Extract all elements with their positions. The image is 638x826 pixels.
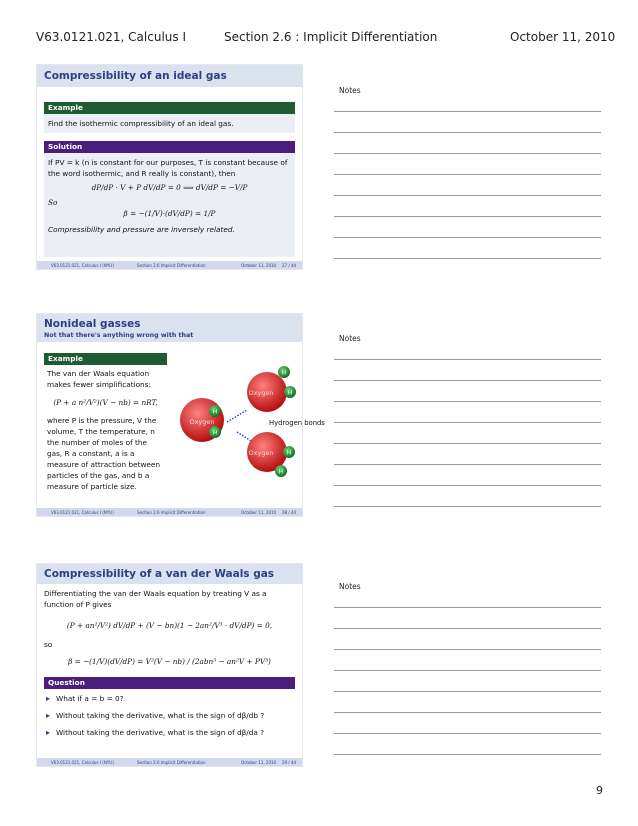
- hydrogen-bonds-label: Hydrogen bonds: [269, 419, 325, 427]
- notes-line: [334, 153, 601, 154]
- notes-line: [334, 401, 601, 402]
- question-header: Question: [44, 677, 295, 689]
- oxygen-label-bottom: Oxygen: [248, 449, 274, 457]
- svg-text:H: H: [286, 449, 292, 457]
- notes-line: [334, 380, 601, 381]
- vdw-diff-equation: (P + an²/V²) dV/dP + (V − bn)(1 − 2an²/V³ · dV/dP) = 0,: [66, 621, 273, 630]
- notes-line: [334, 464, 601, 465]
- question-list: [44, 693, 295, 738]
- page-number: 9: [596, 784, 603, 797]
- header-section: Section 2.6 : Implicit Differentiation: [224, 30, 438, 44]
- notes-line: [334, 111, 601, 112]
- footer-author: V63.0121.021, Calculus I (NYU): [51, 759, 114, 765]
- notes-line: [334, 649, 601, 650]
- water-molecules-figure: [177, 364, 325, 489]
- footer-section: Section 2.6 Implicit Differentiation: [137, 262, 206, 268]
- hydrogen-atom: [209, 405, 221, 417]
- slide-1-footer: [37, 261, 302, 269]
- notes-line: [334, 691, 601, 692]
- solution-equation-1: dP/dP · V + P dV/dP = 0 ⟹ dV/dP = −V/P: [91, 183, 248, 192]
- vdw-so: so: [44, 640, 53, 649]
- slide-3: [36, 563, 303, 767]
- notes-line: [334, 359, 601, 360]
- vdw-description: where P is the pressure, V the volume, T the temperature, n the number of moles of the gas, R a constant, a is a measure of attraction between particles of the gas, and b a measure of particle size.: [47, 416, 161, 491]
- notes-line: [334, 733, 601, 734]
- question-item: ▸ Without taking the derivative, what is the sign of dβ/db ?: [44, 710, 295, 721]
- notes-line: [334, 443, 601, 444]
- svg-text:H: H: [278, 468, 284, 476]
- footer-author: V63.0121.021, Calculus I (NYU): [51, 262, 114, 268]
- footer-page: 29 / 44: [282, 759, 297, 765]
- notes-line: [334, 607, 601, 608]
- hydrogen-atom: [209, 426, 221, 438]
- notes-label-2: Notes: [339, 334, 361, 343]
- oxygen-atom-top: [247, 369, 287, 412]
- question-item: ▸ What if a = b = 0?: [44, 693, 295, 704]
- slide-3-body: [44, 588, 295, 744]
- notes-line: [334, 258, 601, 259]
- slide-2-footer: [37, 508, 302, 516]
- question-item: ▸ Without taking the derivative, what is the sign of dβ/da ?: [44, 727, 295, 738]
- oxygen-label-top: Oxygen: [248, 389, 274, 397]
- svg-text:H: H: [212, 408, 218, 416]
- example-body-2: [44, 365, 167, 495]
- hydrogen-atom: [284, 386, 296, 398]
- example-body: [44, 114, 295, 133]
- footer-page: 27 / 44: [282, 262, 297, 268]
- slide-1-title-bar: [37, 65, 302, 87]
- vdw-equation: (P + a n²/V²)(V − nb) = nRT,: [53, 398, 158, 407]
- slide-2-subtitle: Not that there's anything wrong with that: [44, 332, 194, 339]
- slide-1-body: [44, 102, 295, 257]
- footer-date: October 11, 2010: [241, 759, 277, 765]
- notes-line: [334, 195, 601, 196]
- slide-1: [36, 64, 303, 270]
- hydrogen-bond-1: [227, 410, 247, 422]
- notes-line: [334, 712, 601, 713]
- header-date: October 11, 2010: [510, 30, 616, 44]
- solution-text: If PV = k (n is constant for our purposes, T is constant because of the word isothermic, and R really is constant), then: [48, 158, 288, 178]
- notes-line: [334, 216, 601, 217]
- oxygen-label-left: Oxygen: [189, 418, 215, 426]
- notes-line: [334, 237, 601, 238]
- svg-text:H: H: [287, 389, 293, 397]
- notes-line: [334, 132, 601, 133]
- hydrogen-atom: [275, 465, 287, 477]
- notes-line: [334, 670, 601, 671]
- slide-1-title: Compressibility of an ideal gas: [44, 70, 227, 82]
- notes-line: [334, 485, 601, 486]
- notes-label-3: Notes: [339, 582, 361, 591]
- slide-2-title-bar: [37, 314, 302, 342]
- notes-line: [334, 174, 601, 175]
- footer-author: V63.0121.021, Calculus I (NYU): [51, 509, 114, 515]
- example-header: Example: [44, 102, 295, 114]
- header-course: V63.0121.021, Calculus I: [36, 30, 186, 44]
- svg-text:H: H: [281, 369, 287, 377]
- svg-text:H: H: [212, 429, 218, 437]
- hydrogen-atom: [283, 446, 295, 458]
- footer-section: Section 2.6 Implicit Differentiation: [137, 759, 206, 765]
- slide-3-footer: [37, 758, 302, 766]
- solution-so: So: [48, 198, 58, 207]
- footer-date: October 11, 2010: [241, 262, 277, 268]
- solution-conclusion: Compressibility and pressure are inversely related.: [48, 225, 235, 234]
- notes-line: [334, 506, 601, 507]
- notes-line: [334, 628, 601, 629]
- solution-equation-2: β = −(1/V)·(dV/dP) = 1/P: [123, 209, 216, 218]
- vdw-intro: The van der Waals equation makes fewer simplifications:: [47, 369, 151, 389]
- footer-date: October 11, 2010: [241, 509, 277, 515]
- slide-2-body: [44, 353, 167, 495]
- slide-3-title-bar: [37, 564, 302, 584]
- hydrogen-atom: [278, 366, 290, 378]
- slide-3-title: Compressibility of a van der Waals gas: [44, 568, 275, 580]
- footer-page: 28 / 44: [282, 509, 297, 515]
- vdw-beta-equation: β = −(1/V)(dV/dP) = V²(V − nb) / (2abn³ − an²V + PV³): [68, 657, 271, 666]
- slide-2-title: Nonideal gasses: [44, 318, 141, 330]
- notes-line: [334, 754, 601, 755]
- example-header-2: Example: [44, 353, 167, 365]
- solution-body: [44, 153, 295, 257]
- slide-2: [36, 313, 325, 517]
- solution-header: Solution: [44, 141, 295, 153]
- notes-label-1: Notes: [339, 86, 361, 95]
- notes-line: [334, 422, 601, 423]
- footer-section: Section 2.6 Implicit Differentiation: [137, 509, 206, 515]
- example-text: Find the isothermic compressibility of an ideal gas.: [48, 119, 234, 128]
- vdw-diff-intro: Differentiating the van der Waals equation by treating V as a function of P gives: [44, 589, 267, 609]
